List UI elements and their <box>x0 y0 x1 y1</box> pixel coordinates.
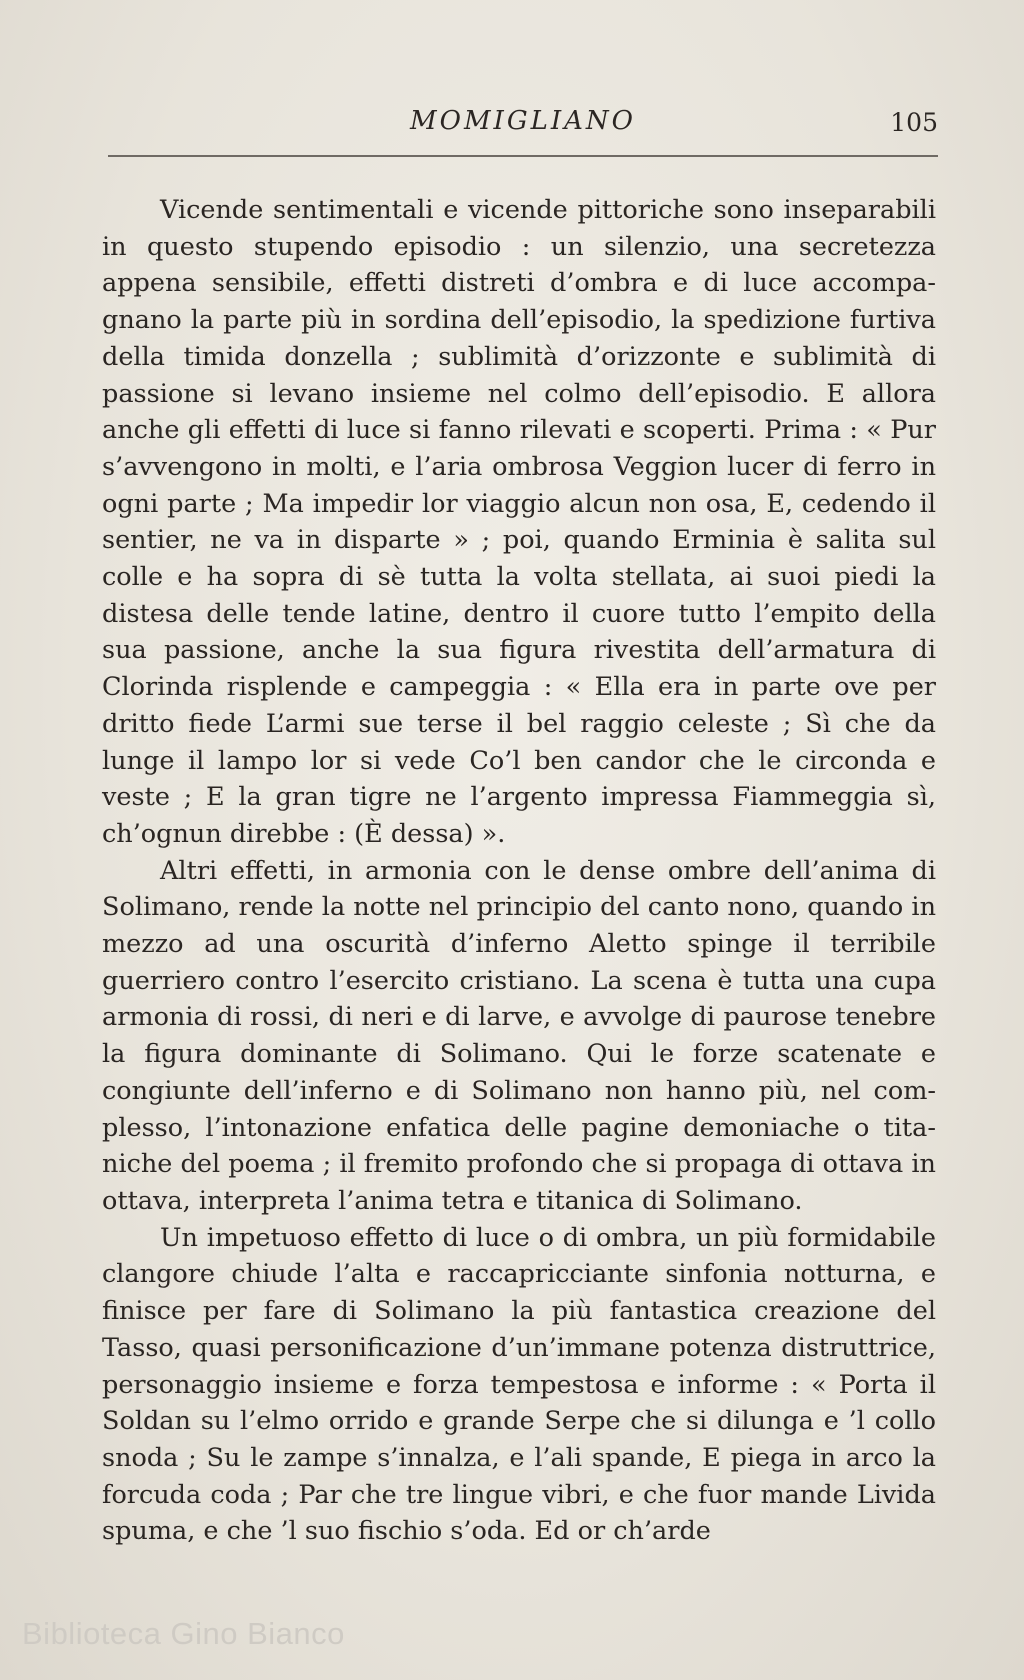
paragraph: Un impetuoso effetto di luce o di ombra, un più formidabile clangore chiude l’alta e raccapricciante sinfonia notturna, e finisce per fare di Solimano la più fantastica creazione del Tasso, quasi personificazione d’un’immane potenza distruttrice, personaggio insieme e forza tempestosa e informe : « Porta il Soldan su l’elmo orrido e grande Serpe che si dilunga e ’l collo snoda ; Su le zampe s’innalza, e l’ali spande, E piega in arco la forcuda coda ; Par che tre lingue vibri, e che fuor mande Livida spuma, e che ’l suo fischio s’oda. Ed or ch’arde <box>102 1222 936 1547</box>
library-watermark: Biblioteca Gino Bianco <box>22 1616 345 1651</box>
paragraph: Vicende sentimentali e vicende pittoriche sono inseparabili in questo stupendo episodio : un silenzio, una secretezza appena sensibile, effetti distreti d’ombra e di luce accompagnano la parte più in sordina dell’episodio, la spedizione furtiva della timida donzella ; sublimità d’orizzonte e sublimità di passione si levano insieme nel colmo dell’episodio. E allora anche gli effetti di luce si fanno rilevati e scoperti. Prima : « Pur s’avvengono in molti, e l’aria ombrosa Veggion lucer di ferro in ogni parte ; Ma impedir lor viaggio alcun non osa, E, cedendo il sentier, ne va in disparte » ; poi, quando Erminia è salita sul colle e ha sopra di sè tutta la volta stellata, ai suoi piedi la distesa delle tende latine, dentro il cuore tutto l’empito della sua passione, anche la sua figura rivestita dell’armatura di Clorinda risplende e campeggia : « Ella era in parte ove per dritto fiede L’armi sue terse il bel raggio celeste ; Sì che da lunge il lampo lor si vede Co’l ben candor che le circonda e veste ; E la gran tigre ne l’argento impressa Fiammeggia sì, ch’ognun direbbe : (È dessa) ». <box>102 195 936 849</box>
header-rule <box>108 155 938 157</box>
running-title: MOMIGLIANO <box>410 106 636 136</box>
page-number: 105 <box>890 108 938 137</box>
body-text <box>102 192 936 1550</box>
page-header <box>108 104 938 144</box>
paragraph: Altri effetti, in armonia con le dense ombre dell’anima di Solimano, rende la notte nel principio del canto nono, quando in mezzo ad una oscurità d’inferno Aletto spinge il terribile guerriero contro l’esercito cristiano. La scena è tutta una cupa armonia di rossi, di neri e di larve, e avvolge di paurose tenebre la figura dominante di Solimano. Qui le forze scatenate e congiunte dell’inferno e di Solimano non hanno più, nel complesso, l’intonazione enfatica delle pagine demoniache o titaniche del poema ; il fremito profondo che si propaga di ottava in ottava, interpreta l’anima tetra e titanica di Solimano. <box>102 855 936 1216</box>
